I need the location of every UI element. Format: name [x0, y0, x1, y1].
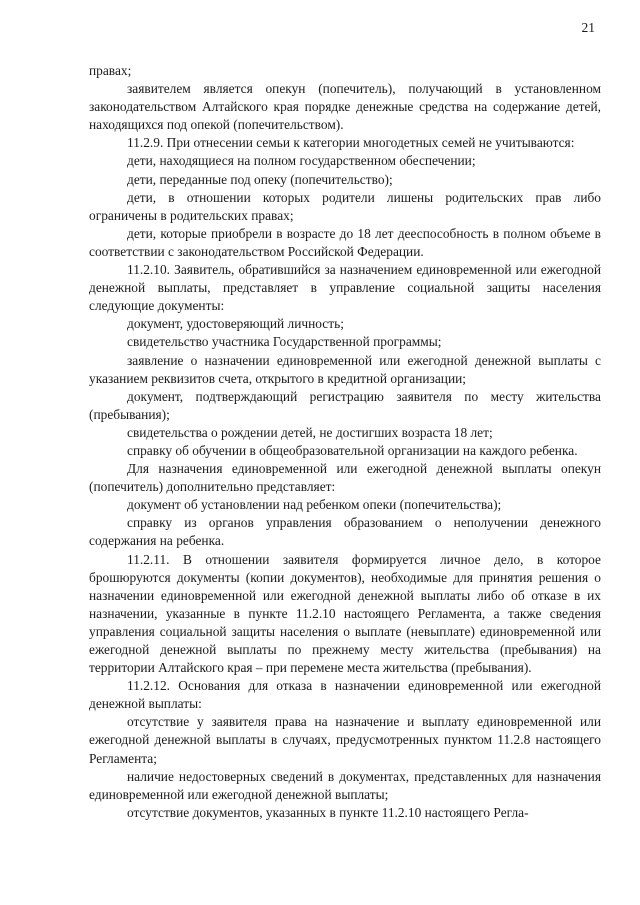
- paragraph: 11.2.10. Заявитель, обратившийся за назначением единовременной или ежегодной денежной выплаты, представляет в управление социальной защиты населения следующие документы:: [89, 262, 601, 314]
- paragraph: 11.2.11. В отношении заявителя формируется личное дело, в которое брошюруются документы (копии документов), необходимые для принятия решения о назначении единовременной или ежегодной денежной выплаты либо об отказе в их назначении, указанные в пункте 11.2.10 настоящего Регламента, а также сведения управления социальной защиты населения о выплате (невыплате) единовременной или ежегодной денежной выплаты по прежнему месту жительства (пребывания) на территории Алтайского края – при перемене места жительства (пребывания).: [89, 551, 601, 676]
- paragraph: наличие недостоверных сведений в документах, представленных для назначения единовременной или ежегодной денежной выплаты;: [89, 768, 601, 802]
- paragraph: дети, переданные под опеку (попечительство);: [127, 171, 393, 187]
- paragraph: документ, подтверждающий регистрацию заявителя по месту жительства (пребывания);: [89, 388, 601, 422]
- paragraph: документ, удостоверяющий личность;: [127, 316, 344, 332]
- page-number: 21: [581, 20, 595, 35]
- paragraph: дети, находящиеся на полном государственном обеспечении;: [127, 153, 476, 169]
- paragraph: документ об установлении над ребенком опеки (попечительства);: [127, 497, 502, 513]
- paragraph: заявителем является опекун (попечитель), получающий в установленном законодательством Алтайского края порядке денежные средства на содержание детей, находящихся под опекой (попечительством).: [89, 81, 601, 133]
- paragraph: 11.2.9. При отнесении семьи к категории многодетных семей не учитываются:: [127, 135, 575, 151]
- paragraph: справку об обучении в общеобразовательной организации на каждого ребенка.: [127, 442, 578, 458]
- paragraph: отсутствие документов, указанных в пункте 11.2.10 настоящего Регла-: [127, 804, 529, 820]
- paragraph: свидетельства о рождении детей, не достигших возраста 18 лет;: [127, 424, 493, 440]
- paragraph: Для назначения единовременной или ежегодной денежной выплаты опекун (попечитель) дополнительно представляет:: [89, 461, 601, 495]
- paragraph: свидетельство участника Государственной программы;: [127, 334, 442, 350]
- paragraph: дети, которые приобрели в возрасте до 18 лет дееспособность в полном объеме в соответствии с законодательством Российской Федерации.: [89, 225, 601, 259]
- paragraph: правах;: [89, 63, 132, 78]
- paragraph: 11.2.12. Основания для отказа в назначении единовременной или ежегодной денежной выплаты:: [89, 678, 601, 712]
- document-body: [89, 62, 601, 822]
- paragraph: справку из органов управления образованием о неполучении денежного содержания на ребенка.: [89, 515, 601, 549]
- paragraph: заявление о назначении единовременной или ежегодной денежной выплаты с указанием реквизитов счета, открытого в кредитной организации;: [89, 352, 601, 386]
- paragraph: дети, в отношении которых родители лишены родительских прав либо ограничены в родительских правах;: [89, 189, 601, 223]
- paragraph: отсутствие у заявителя права на назначение и выплату единовременной или ежегодной денежной выплаты в случаях, предусмотренных пунктом 11.2.8 настоящего Регламента;: [89, 714, 601, 766]
